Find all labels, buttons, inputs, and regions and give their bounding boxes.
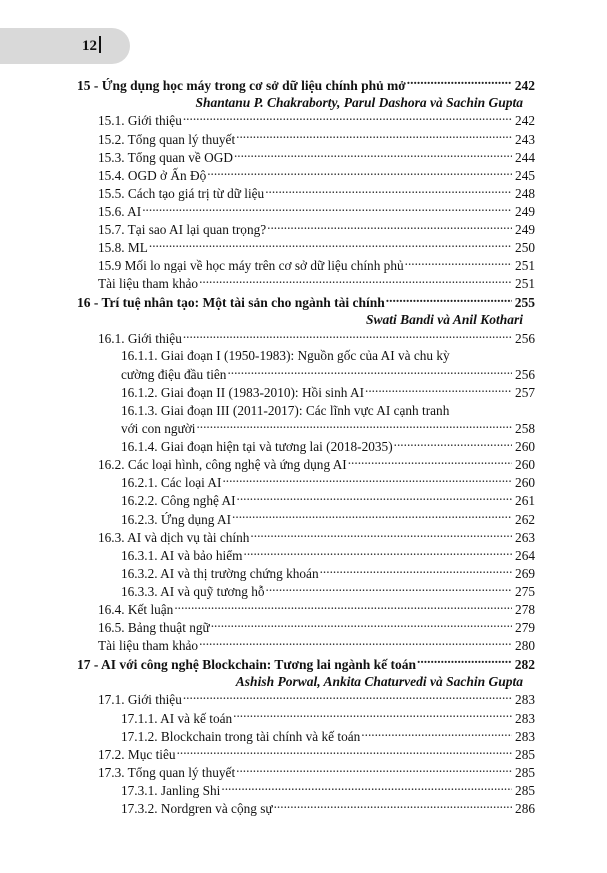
toc-entry[interactable] xyxy=(77,203,535,221)
toc-entry-page: 260 xyxy=(515,457,535,473)
toc-entry-page: 251 xyxy=(515,276,535,292)
toc-chapter-entry[interactable] xyxy=(77,293,535,311)
toc-entry[interactable] xyxy=(77,601,535,619)
dot-leader xyxy=(211,619,512,632)
toc-entry[interactable] xyxy=(77,329,535,347)
toc-entry-page: 263 xyxy=(515,529,535,545)
toc-entry-title: 16.3.3. AI và quỹ tương hỗ xyxy=(121,583,265,599)
toc-entry[interactable] xyxy=(77,528,535,546)
toc-entry-page: 282 xyxy=(514,656,535,672)
toc-entry-title: Tài liệu tham khảo xyxy=(98,276,199,292)
toc-entry-title: 16 - Trí tuệ nhân tạo: Một tài sản cho ngành tài chính xyxy=(77,294,385,310)
toc-entry-title: 17.1.1. AI và kế toán xyxy=(121,710,233,726)
dot-leader xyxy=(407,76,512,90)
toc-entry[interactable] xyxy=(77,257,535,275)
toc-entry[interactable] xyxy=(77,727,535,745)
dot-leader xyxy=(417,655,512,669)
dot-leader xyxy=(227,366,512,379)
toc-entry-page: 257 xyxy=(515,384,535,400)
toc-entry-title: cường điệu đầu tiên xyxy=(121,366,227,382)
toc-entry[interactable] xyxy=(77,275,535,293)
toc-entry[interactable] xyxy=(77,546,535,564)
page-number-tab xyxy=(0,28,130,64)
dot-leader xyxy=(222,474,512,487)
toc-entry-title: 16.3. AI và dịch vụ tài chính xyxy=(98,529,250,545)
toc-entry[interactable] xyxy=(77,565,535,583)
toc-entry-title: 15.6. AI xyxy=(98,203,142,219)
toc-entry[interactable] xyxy=(77,148,535,166)
toc-entry-page: 242 xyxy=(515,113,535,129)
dot-leader xyxy=(199,637,512,650)
toc-entry[interactable] xyxy=(77,438,535,456)
dot-leader xyxy=(394,438,512,451)
toc-entry-page: 283 xyxy=(515,728,535,744)
toc-entry[interactable] xyxy=(77,510,535,528)
toc-entry-title: 16.1. Giới thiệu xyxy=(98,330,182,346)
toc-entry-title: Tài liệu tham khảo xyxy=(98,638,199,654)
toc-entry-page: 279 xyxy=(515,620,535,636)
toc-entry-title: 16.2.2. Công nghệ AI xyxy=(121,493,236,509)
dot-leader xyxy=(183,112,512,125)
toc-entry-page: 255 xyxy=(514,294,535,310)
toc-entry-title: 15.9 Mối lo ngại về học máy trên cơ sở dữ liệu chính phủ xyxy=(98,258,404,274)
toc-entry[interactable] xyxy=(77,420,535,438)
toc-entry-page: 243 xyxy=(515,131,535,147)
toc-entry[interactable] xyxy=(77,112,535,130)
toc-entry-page: 262 xyxy=(515,511,535,527)
dot-leader xyxy=(236,130,512,143)
dot-leader xyxy=(405,257,512,270)
toc-entry-title: 16.5. Bảng thuật ngữ xyxy=(98,620,210,636)
toc-entry-page: 248 xyxy=(515,185,535,201)
toc-entry-title: 15.7. Tại sao AI lại quan trọng? xyxy=(98,222,267,238)
dot-leader xyxy=(196,420,512,433)
dot-leader xyxy=(221,782,512,795)
toc-entry[interactable] xyxy=(77,691,535,709)
toc-entry[interactable] xyxy=(77,800,535,818)
toc-entry-page: 250 xyxy=(515,240,535,256)
dot-leader xyxy=(232,510,512,523)
chapter-authors: Swati Bandi và Anil Kothari xyxy=(365,312,523,328)
dot-leader xyxy=(174,601,512,614)
toc-entry-title: 16.2.1. Các loại AI xyxy=(121,475,222,491)
dot-leader xyxy=(177,745,512,758)
toc-entry-wrapped-line: 16.1.3. Giai đoạn III (2011-2017): Các lĩnh vực AI cạnh tranh xyxy=(121,402,450,418)
toc-entry-title: với con người xyxy=(121,421,196,437)
toc-entry[interactable] xyxy=(77,764,535,782)
dot-leader xyxy=(365,384,512,397)
toc-entry-page: 283 xyxy=(515,692,535,708)
dot-leader xyxy=(244,546,513,559)
toc-entry-page: 256 xyxy=(515,366,535,382)
toc-entry-title: 16.3.1. AI và bảo hiểm xyxy=(121,547,243,563)
toc-entry-page: 278 xyxy=(515,602,535,618)
toc-entry-title: 17.1. Giới thiệu xyxy=(98,692,182,708)
dot-leader xyxy=(233,709,512,722)
dot-leader xyxy=(265,185,512,198)
toc-entry[interactable] xyxy=(77,474,535,492)
dot-leader xyxy=(142,203,512,216)
toc-entry-page: 260 xyxy=(515,439,535,455)
toc-entry-title: 16.2.3. Ứng dụng AI xyxy=(121,511,232,527)
dot-leader xyxy=(183,329,512,342)
page-number: 12 xyxy=(82,36,101,55)
toc-entry[interactable] xyxy=(77,782,535,800)
table-of-contents xyxy=(77,76,535,818)
toc-entry-page: 264 xyxy=(515,547,535,563)
toc-entry[interactable] xyxy=(77,583,535,601)
chapter-authors: Ashish Porwal, Ankita Chaturvedi và Sachin Gupta xyxy=(235,674,523,690)
toc-entry-title: 16.1.2. Giai đoạn II (1983-2010): Hồi sinh AI xyxy=(121,384,365,400)
toc-entry[interactable] xyxy=(77,619,535,637)
toc-entry-title: 15.5. Cách tạo giá trị từ dữ liệu xyxy=(98,185,265,201)
dot-leader xyxy=(386,293,512,307)
toc-entry-page: 245 xyxy=(515,167,535,183)
toc-entry-page: 244 xyxy=(515,149,535,165)
dot-leader xyxy=(183,691,512,704)
toc-entry-title: 16.3.2. AI và thị trường chứng khoán xyxy=(121,565,319,581)
dot-leader xyxy=(237,492,513,505)
toc-entry[interactable] xyxy=(77,709,535,727)
toc-entry[interactable] xyxy=(77,185,535,203)
toc-entry-title: 15 - Ứng dụng học máy trong cơ sở dữ liệu chính phủ mở xyxy=(77,77,406,93)
dot-leader xyxy=(236,764,512,777)
dot-leader xyxy=(149,239,512,252)
toc-entry[interactable] xyxy=(77,221,535,239)
toc-entry-page: 258 xyxy=(515,421,535,437)
dot-leader xyxy=(250,528,512,541)
toc-entry-page: 261 xyxy=(515,493,535,509)
toc-entry-page: 269 xyxy=(515,565,535,581)
toc-entry-title: 17.2. Mục tiêu xyxy=(98,746,176,762)
toc-entry-page: 260 xyxy=(515,475,535,491)
toc-entry-page: 286 xyxy=(515,801,535,817)
toc-entry[interactable] xyxy=(77,384,535,402)
toc-entry-title: 16.4. Kết luận xyxy=(98,602,174,618)
dot-leader xyxy=(207,166,512,179)
toc-entry-page: 285 xyxy=(515,764,535,780)
toc-entry[interactable] xyxy=(77,492,535,510)
toc-entry-page: 283 xyxy=(515,710,535,726)
toc-entry-title: 17.3. Tổng quan lý thuyết xyxy=(98,764,236,780)
toc-entry-page: 285 xyxy=(515,782,535,798)
toc-entry-title: 15.3. Tổng quan về OGD xyxy=(98,149,233,165)
dot-leader xyxy=(234,148,512,161)
dot-leader xyxy=(266,583,512,596)
toc-entry[interactable] xyxy=(77,239,535,257)
toc-entry[interactable] xyxy=(77,130,535,148)
toc-entry-wrapped-line: 16.1.1. Giai đoạn I (1950-1983): Nguồn gốc của AI và chu kỳ xyxy=(121,348,450,364)
toc-entry-page: 280 xyxy=(515,638,535,654)
toc-chapter-entry[interactable] xyxy=(77,76,535,94)
dot-leader xyxy=(199,275,512,288)
dot-leader xyxy=(348,456,512,469)
toc-entry-page: 242 xyxy=(514,77,535,93)
toc-entry[interactable] xyxy=(77,166,535,184)
toc-entry-title: 16.2. Các loại hình, công nghệ và ứng dụng AI xyxy=(98,457,347,473)
dot-leader xyxy=(267,221,512,234)
toc-entry-title: 17.1.2. Blockchain trong tài chính và kế toán xyxy=(121,728,361,744)
chapter-authors: Shantanu P. Chakraborty, Parul Dashora và Sachin Gupta xyxy=(195,95,523,111)
dot-leader xyxy=(320,565,512,578)
toc-entry-title: 17.3.2. Nordgren và cộng sự xyxy=(121,801,273,817)
toc-entry-title: 15.4. OGD ở Ấn Độ xyxy=(98,167,207,183)
page-number-divider xyxy=(99,36,101,53)
toc-entry-page: 249 xyxy=(515,203,535,219)
toc-entry-page: 275 xyxy=(515,583,535,599)
toc-entry[interactable] xyxy=(77,456,535,474)
toc-chapter-entry[interactable] xyxy=(77,655,535,673)
toc-entry[interactable] xyxy=(77,637,535,655)
toc-entry-page: 285 xyxy=(515,746,535,762)
toc-entry-title: 17 - AI với công nghệ Blockchain: Tương lai ngành kế toán xyxy=(77,656,416,672)
toc-entry-title: 15.8. ML xyxy=(98,240,148,256)
toc-entry-title: 15.2. Tổng quan lý thuyết xyxy=(98,131,236,147)
toc-entry-title: 15.1. Giới thiệu xyxy=(98,113,182,129)
toc-entry-page: 249 xyxy=(515,222,535,238)
toc-entry-title: 17.3.1. Janling Shi xyxy=(121,782,221,798)
toc-entry-title: 16.1.4. Giai đoạn hiện tại và tương lai (2018-2035) xyxy=(121,439,393,455)
toc-entry-page: 256 xyxy=(515,330,535,346)
dot-leader xyxy=(361,727,512,740)
toc-entry[interactable] xyxy=(77,745,535,763)
toc-entry[interactable] xyxy=(77,366,535,384)
toc-entry-page: 251 xyxy=(515,258,535,274)
dot-leader xyxy=(274,800,512,813)
